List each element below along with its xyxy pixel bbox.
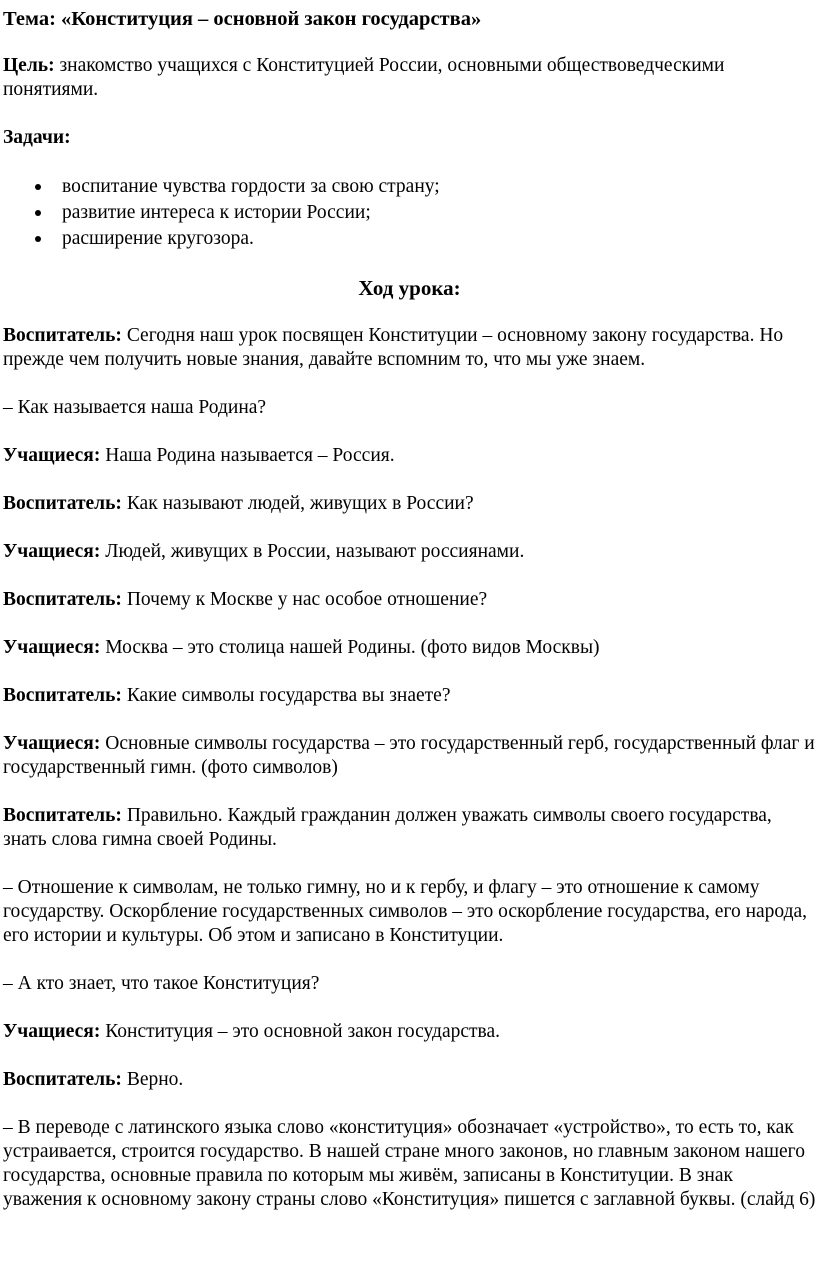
speaker-label: Воспитатель: bbox=[3, 685, 122, 706]
tasks-list bbox=[3, 174, 816, 252]
goal-text: знакомство учащихся с Конституцией России, основными обществоведческими понятиями. bbox=[3, 55, 725, 100]
dialogue-line bbox=[3, 684, 816, 708]
speaker-label: Учащиеся: bbox=[3, 445, 101, 466]
speaker-label: Учащиеся: bbox=[3, 733, 101, 754]
dialogue-line bbox=[3, 732, 816, 780]
bullet-icon bbox=[35, 210, 41, 216]
goal-label: Цель: bbox=[3, 55, 55, 76]
dialogue-line bbox=[3, 1020, 816, 1044]
speaker-label: Учащиеся: bbox=[3, 1021, 101, 1042]
lesson-heading: Ход урока: bbox=[358, 276, 461, 300]
dialogue-line bbox=[3, 444, 816, 468]
dialogue-text: – Как называется наша Родина? bbox=[3, 397, 267, 418]
list-item bbox=[3, 174, 816, 200]
goal-paragraph bbox=[3, 54, 816, 102]
task-text: воспитание чувства гордости за свою страну; bbox=[62, 176, 440, 197]
speaker-label: Воспитатель: bbox=[3, 589, 122, 610]
document-title: Тема: «Конституция – основной закон государства» bbox=[3, 8, 482, 30]
speaker-label: Учащиеся: bbox=[3, 637, 101, 658]
dialogue-line bbox=[3, 588, 816, 612]
list-item bbox=[3, 200, 816, 226]
dialogue-text: Верно. bbox=[121, 1069, 184, 1090]
dialogue-line bbox=[3, 876, 816, 948]
dialogue-line bbox=[3, 1116, 816, 1212]
task-text: расширение кругозора. bbox=[62, 228, 254, 249]
task-text: развитие интереса к истории России; bbox=[62, 202, 371, 223]
speaker-label: Воспитатель: bbox=[3, 1069, 122, 1090]
tasks-label: Задачи: bbox=[3, 127, 71, 148]
dialogue-line bbox=[3, 972, 816, 996]
dialogue-text: Основные символы государства – это государственный герб, государственный флаг и государственный гимн. (фото символов) bbox=[3, 733, 815, 778]
dialogue-line bbox=[3, 492, 816, 516]
dialogue-text: Сегодня наш урок посвящен Конституции – основному закону государства. Но прежде чем получить новые знания, давайте вспомним то, что мы уже знаем. bbox=[3, 325, 784, 370]
dialogue-text: Конституция – это основной закон государства. bbox=[100, 1021, 501, 1042]
bullet-icon bbox=[35, 184, 41, 190]
dialogue-text: Наша Родина называется – Россия. bbox=[100, 445, 395, 466]
dialogue bbox=[3, 324, 816, 1212]
dialogue-line bbox=[3, 804, 816, 852]
dialogue-text: – В переводе с латинского языка слово «конституция» обозначает «устройство», то есть то, как устраивается, строится государство. В нашей стране много законов, но главным законом нашего государства, основные правила по которым мы живём, записаны в Конституции. В знак уважения к основному закону страны слово «Конституция» пишется с заглавной буквы. (слайд 6) bbox=[3, 1117, 816, 1210]
dialogue-line bbox=[3, 324, 816, 372]
dialogue-text: Москва – это столица нашей Родины. (фото видов Москвы) bbox=[100, 637, 600, 658]
speaker-label: Воспитатель: bbox=[3, 325, 122, 346]
speaker-label: Учащиеся: bbox=[3, 541, 101, 562]
dialogue-text: – Отношение к символам, не только гимну, но и к гербу, и флагу – это отношение к самому государству. Оскорбление государственных символов – это оскорбление государства, его народа, его истории и культуры. Об этом и записано в Конституции. bbox=[3, 877, 808, 946]
dialogue-text: Какие символы государства вы знаете? bbox=[121, 685, 451, 706]
dialogue-line bbox=[3, 540, 816, 564]
dialogue-text: Правильно. Каждый гражданин должен уважать символы своего государства, знать слова гимна своей Родины. bbox=[3, 805, 772, 850]
speaker-label: Воспитатель: bbox=[3, 805, 122, 826]
dialogue-text: – А кто знает, что такое Конституция? bbox=[3, 973, 320, 994]
dialogue-text: Как называют людей, живущих в России? bbox=[121, 493, 474, 514]
speaker-label: Воспитатель: bbox=[3, 493, 122, 514]
bullet-icon bbox=[35, 236, 41, 242]
dialogue-line bbox=[3, 636, 816, 660]
dialogue-line bbox=[3, 396, 816, 420]
dialogue-text: Людей, живущих в России, называют россиянами. bbox=[100, 541, 525, 562]
dialogue-line bbox=[3, 1068, 816, 1092]
list-item bbox=[3, 226, 816, 252]
dialogue-text: Почему к Москве у нас особое отношение? bbox=[121, 589, 488, 610]
